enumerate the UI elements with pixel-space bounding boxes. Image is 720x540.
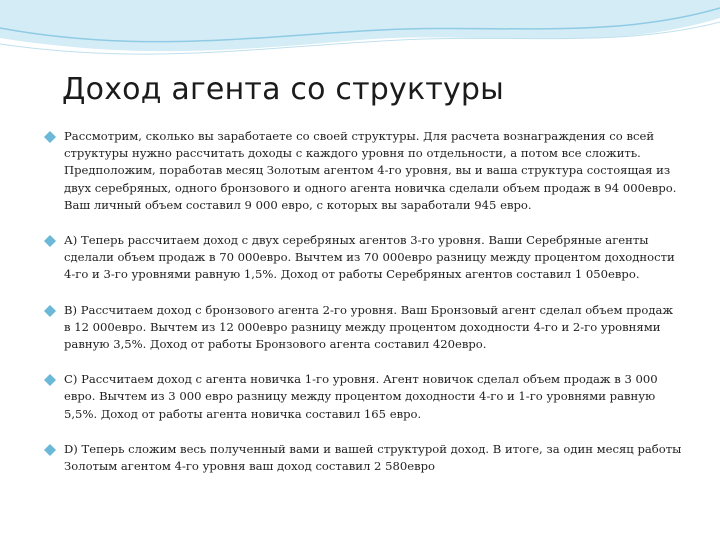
bullet-text: D) Теперь сложим весь полученный вами и вашей структурой доход. В итоге, за один месяц работы Золотым агентом 4-го уровня ваш доход составил 2 580евро xyxy=(64,441,682,474)
bullet-item xyxy=(42,128,682,214)
bullet-icon xyxy=(44,131,56,143)
bullet-item xyxy=(42,302,682,354)
slide-title: Доход агента со структуры xyxy=(62,72,505,107)
bullet-icon xyxy=(44,374,56,386)
bullet-icon xyxy=(44,305,56,317)
bullet-item xyxy=(42,232,682,284)
bullet-text: В) Рассчитаем доход с бронзового агента 2-го уровня. Ваш Бронзовый агент сделал объем продаж в 12 000евро. Вычтем из 12 000евро разницу между процентом доходности 4-го и 2-го уровнями равную 3,5%. Доход от работы Бронзового агента составил 420евро. xyxy=(64,302,674,352)
bullet-text: С) Рассчитаем доход с агента новичка 1-го уровня. Агент новичок сделал объем продаж в 3 000 евро. Вычтем из 3 000 евро разницу между процентом доходности 4-го и 1-го уровнями равную 5,5%. Доход от работы агента новичка составил 165 евро. xyxy=(64,372,658,421)
bullet-text: Рассмотрим, сколько вы заработаете со своей структуры. Для расчета вознаграждения со всей структуры нужно рассчитать доходы с каждого уровня по отдельности, а потом все сложить. Предположим, поработав месяц Золотым агентом 4-го уровня, вы и ваша структура состоящая из двух серебряных, одного бронзового и одного агента новичка сделали объем продаж в 94 000евро. Ваш личный объем составил 9 000 евро, с которых вы заработали 945 евро. xyxy=(64,129,677,212)
bullet-item xyxy=(42,441,682,475)
bullet-icon xyxy=(44,444,56,456)
bullet-text: А) Теперь рассчитаем доход с двух серебряных агентов 3-го уровня. Ваши Серебряные агенты сделали объем продаж в 70 000евро. Вычтем из 70 000евро разницу между процентом доходности 4-го и 3-го уровнями равную 1,5%. Доход от работы Серебряных агентов составил 1 050евро. xyxy=(64,233,675,282)
bullet-list xyxy=(42,128,682,475)
bullet-icon xyxy=(44,235,56,247)
bullet-item xyxy=(42,371,682,423)
wave-fill xyxy=(0,0,720,51)
